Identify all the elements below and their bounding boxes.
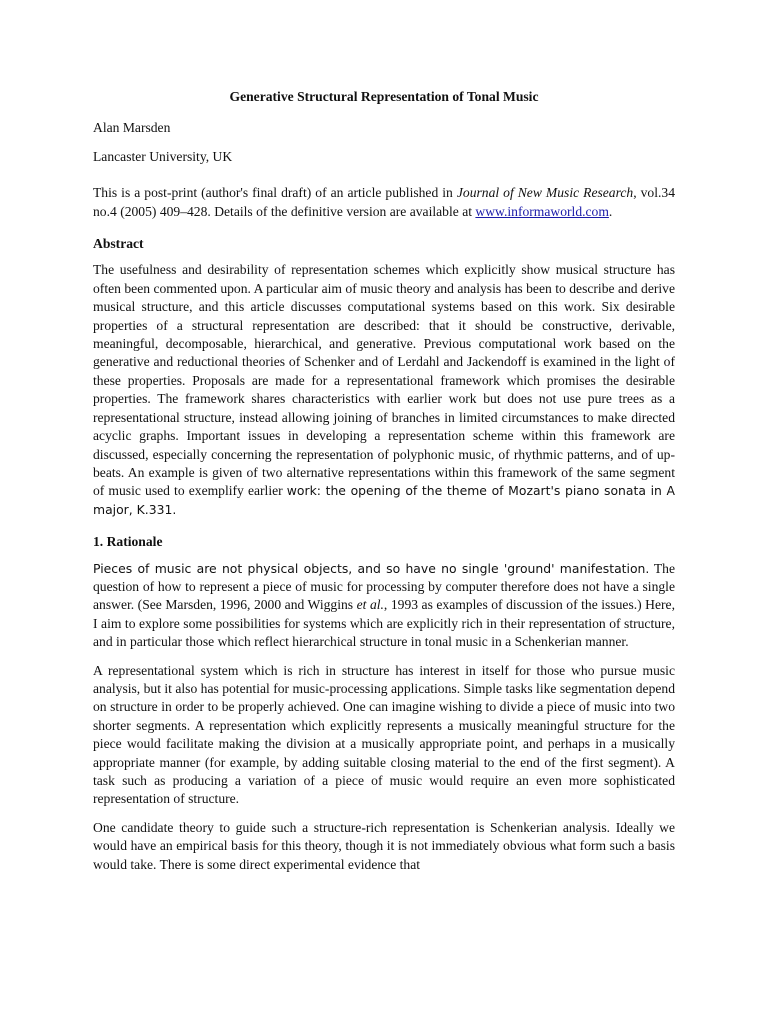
notice-text-1: This is a post-print (author's final draft) of an article published in (93, 185, 457, 201)
informaworld-link[interactable]: www.informaworld.com (475, 203, 609, 219)
notice-text-2: , vol.34 no.4 (2005) 409–428. Details of the definitive version are available at (93, 185, 675, 219)
notice-text-3: . (608, 203, 613, 219)
section-1-paragraph-3: One candidate theory to guide such a structure-rich representation is Schenkerian analysis. Ideally we would have an empirical basis for this theory, though it is not immediately obvious what form such a basis would take. There is some direct experimental evidence that (93, 819, 675, 872)
author-affiliation: Lancaster University, UK (93, 148, 233, 164)
section-1-p1-opening: Pieces of music are not physical objects, and so have no single 'ground' manifestation. (93, 560, 650, 576)
author-name: Alan Marsden (93, 120, 171, 136)
paper-title: Generative Structural Representation of Tonal Music (229, 89, 539, 104)
postprint-notice (93, 184, 675, 221)
abstract-text-end: work: the opening of the theme of Mozart's piano sonata in A major, K.331. (93, 483, 675, 517)
section-1-p1-text-2: , 1993 as examples of discussion of the issues.) Here, I aim to explore some possibilities for systems which are explicitly rich in their representation of structure, and in particular those which reflect hierarchical structure in tonal music in a Schenkerian manner. (93, 597, 675, 650)
section-1-paragraph-2: A representational system which is rich in structure has interest in itself for those who pursue music analysis, but it also has potential for music-processing applications. Simple tasks like segmentation depend on structure in order to be properly achieved. One can imagine wishing to divide a piece of music into two shorter segments. A representation which explicitly represents a musically meaningful structure for the piece would facilitate making the division at a musically appropriate point, and perhaps in a musically appropriate manner (for example, by adding suitable closing material to the end of the first segment). A task such as producing a variation of a piece of music would require an even more sophisticated representation of structure. (93, 662, 675, 807)
section-1-paragraph-1 (93, 560, 675, 652)
section-1-p1-text-1: The question of how to represent a piece of music for processing by computer therefore does not have a single answer. (See Marsden, 1996, 2000 and Wiggins (93, 560, 675, 613)
abstract-text: The usefulness and desirability of representation schemes which explicitly show musical structure has often been commented upon. A particular aim of music theory and analysis has been to describe and derive musical structure, and this article discusses computational systems based on this work. Six desirable properties of a structural representation are described: that it should be constructive, derivable, meaningful, decomposable, hierarchical, and generative. Previous computational work based on the generative and reductional theories of Schenker and of Lerdahl and Jackendoff is examined in the light of these properties. Proposals are made for a representational framework which promises the desirable properties. The framework shares characteristics with earlier work but does not use pure trees as a representational structure, instead allowing joining of branches in limited circumstances to make directed acyclic graphs. Important issues in developing a representation scheme within this framework are discussed, especially concerning the representation of polyphonic music, of rhythmic patterns, and of up-beats. An example is given of two alternative representations within this framework of the same segment of music used to exemplify earlier (93, 262, 675, 499)
journal-name: Journal of New Music Research (456, 185, 634, 201)
section-1-heading: 1. Rationale (93, 534, 163, 550)
document-page (93, 88, 675, 884)
abstract-paragraph (93, 261, 675, 519)
et-al: et al. (356, 597, 384, 613)
abstract-heading: Abstract (93, 236, 144, 252)
